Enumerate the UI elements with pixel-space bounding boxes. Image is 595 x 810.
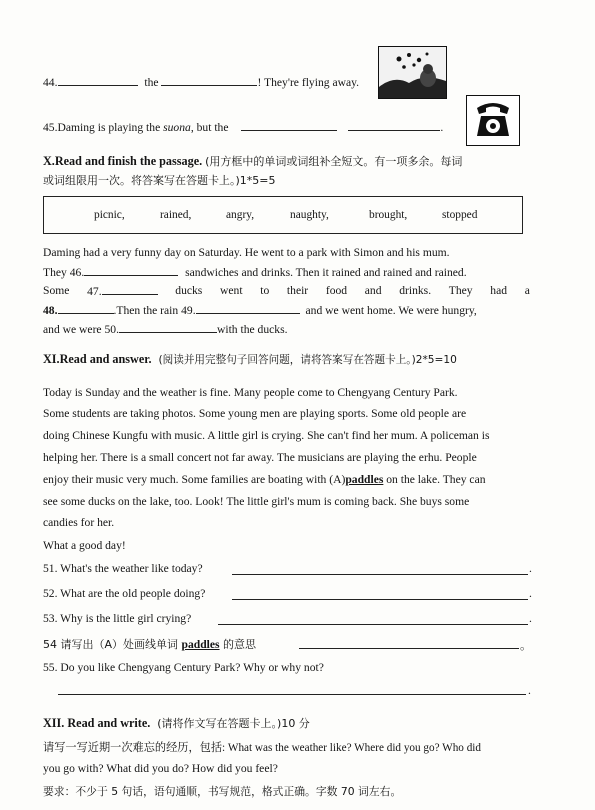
answer-line-51[interactable] bbox=[232, 574, 528, 575]
question-53: 53. Why is the little girl crying? bbox=[43, 612, 192, 625]
answer-blank-48[interactable] bbox=[58, 303, 114, 314]
answer-blank-44b[interactable] bbox=[161, 75, 257, 86]
reading-line: see some ducks on the lake, too. Look! The little girl's mum is coming back. She buys some bbox=[43, 495, 470, 508]
reading-line: What a good day! bbox=[43, 539, 126, 552]
answer-blank-45a[interactable] bbox=[241, 120, 337, 131]
word-bank-box bbox=[43, 196, 523, 234]
passage-line: They 46. sandwiches and drinks. Then it rained and rained and rained. bbox=[43, 266, 467, 279]
word-bank-item: naughty, bbox=[290, 209, 329, 221]
section-10-heading: X.Read and finish the passage. (用方框中的单词或词组补全短文。有一项多余。每词 bbox=[43, 154, 463, 168]
question-55: 55. Do you like Chengyang Century Park? Why or why not? bbox=[43, 661, 324, 674]
word-bank-item: angry, bbox=[226, 209, 255, 221]
reading-line: enjoy their music very much. Some families are boating with (A)paddles on the lake. They can bbox=[43, 473, 486, 486]
answer-blank-45b[interactable] bbox=[348, 120, 440, 131]
answer-blank-49[interactable] bbox=[196, 303, 300, 314]
writing-requirement: 要求：不少于 5 句话，语句通顺，书写规范，格式正确。字数 70 词左右。 bbox=[43, 785, 402, 798]
word-bank-item: brought, bbox=[369, 209, 408, 221]
question-52: 52. What are the old people doing? bbox=[43, 587, 206, 600]
answer-line-54[interactable] bbox=[299, 648, 519, 649]
reading-line: helping her. There is a small concert not far away. The musicians are playing the erhu. People bbox=[43, 451, 477, 464]
writing-instruction: you go with? What did you do? How did you feel? bbox=[43, 762, 278, 775]
underlined-word-paddles: paddles bbox=[345, 473, 384, 486]
word-bank-item: picnic, bbox=[94, 209, 125, 221]
writing-instruction: 请写一写近期一次难忘的经历，包括: What was the weather like? Where did you go? Who did bbox=[43, 742, 481, 754]
answer-blank-50[interactable] bbox=[119, 322, 217, 333]
reading-line: doing Chinese Kungfu with music. A little girl is crying. She can't find her mum. A policeman is bbox=[43, 429, 490, 442]
reading-line: Today is Sunday and the weather is fine. Many people come to Chengyang Century Park. bbox=[43, 386, 458, 399]
word-bank-item: rained, bbox=[160, 209, 192, 221]
section-11-heading: XI.Read and answer. (阅读并用完整句子回答问题，请将答案写在答题卡上。)2*5=10 bbox=[43, 352, 457, 366]
section-12-heading: XII. Read and write. (请将作文写在答题卡上。)10 分 bbox=[43, 716, 310, 730]
telephone-picture bbox=[466, 95, 520, 146]
question-45: 45.Daming is playing the suona, but the . bbox=[43, 121, 444, 134]
section-10-instruction: 或词组限用一次。将答案写在答题卡上。)1*5=5 bbox=[43, 174, 276, 187]
answer-line-53[interactable] bbox=[218, 624, 528, 625]
answer-blank-46[interactable] bbox=[84, 265, 178, 276]
passage-line: and we were 50. with the ducks. bbox=[43, 323, 288, 336]
question-44: 44. the ! They're flying away. bbox=[43, 76, 360, 89]
reading-line: Some students are taking photos. Some young men are playing sports. Some old people are bbox=[43, 407, 467, 420]
word-bank-item: stopped bbox=[442, 209, 478, 221]
answer-line-55[interactable] bbox=[58, 694, 526, 695]
question-51: 51. What's the weather like today? bbox=[43, 562, 203, 575]
birds-picture bbox=[378, 46, 447, 99]
passage-line: Some 47. ducks went to their food and drinks. They had a bbox=[43, 284, 530, 298]
answer-blank-47[interactable] bbox=[102, 284, 158, 295]
passage-line: 48. .Then the rain 49. and we went home. We were hungry, bbox=[43, 304, 477, 317]
question-54: 54 请写出（A）处画线单词 paddles 的意思 bbox=[43, 638, 257, 651]
reading-line: candies for her. bbox=[43, 516, 115, 529]
answer-line-52[interactable] bbox=[232, 599, 528, 600]
answer-blank-44a[interactable] bbox=[58, 75, 138, 86]
passage-line: Daming had a very funny day on Saturday. He went to a park with Simon and his mum. bbox=[43, 246, 450, 259]
